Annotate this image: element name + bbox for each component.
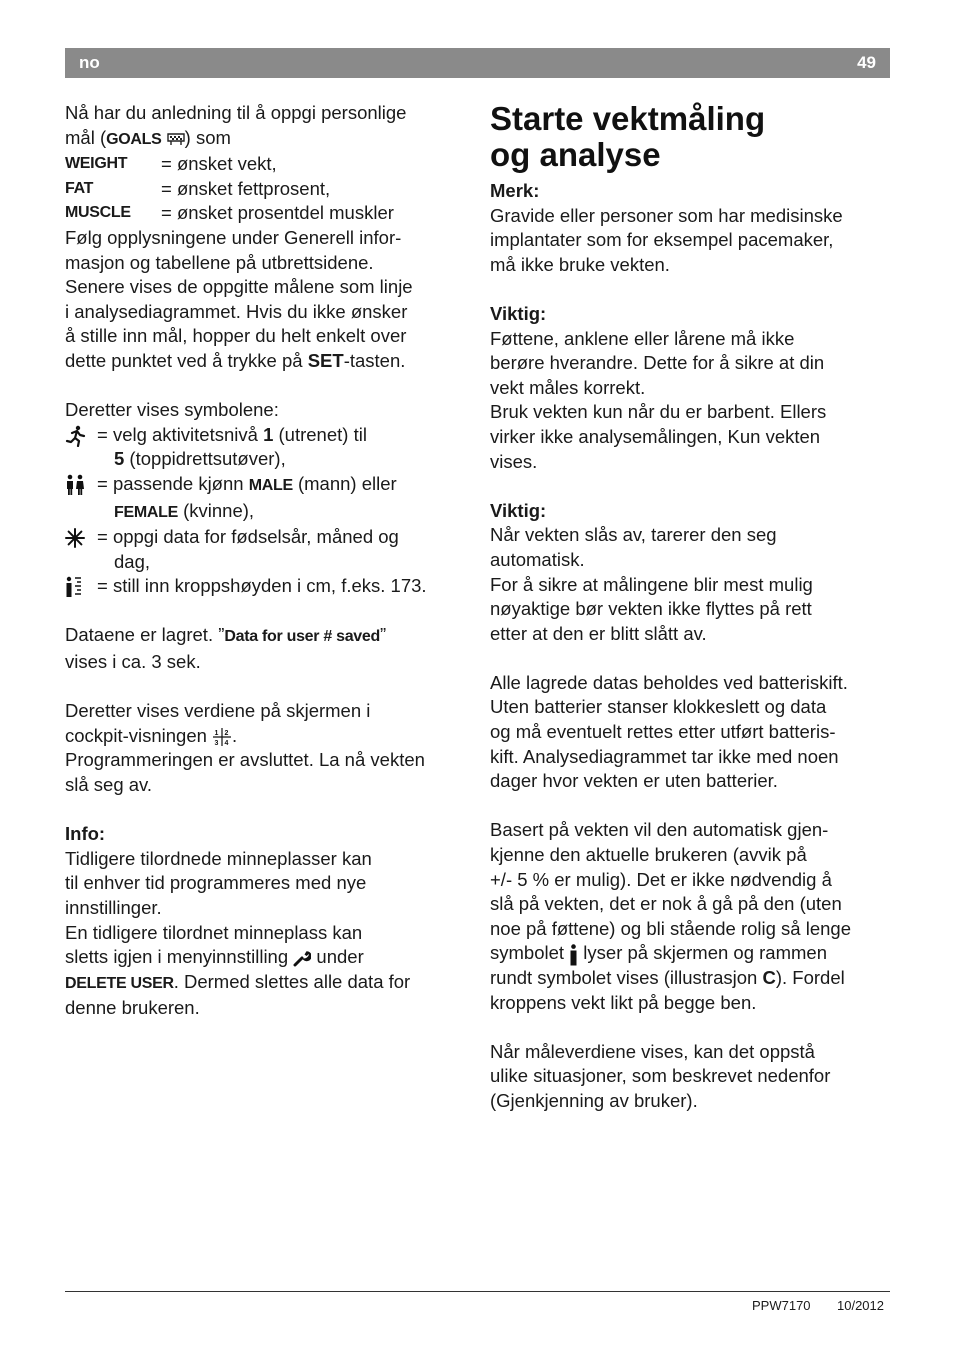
page-number: 49 [857, 53, 876, 72]
info-line: innstillinger. [65, 897, 162, 918]
goal-row-fat [65, 177, 465, 202]
info-line: Tidligere tilordnede minneplasser kan [65, 847, 372, 869]
viktig2-line: For å sikre at målingene blir mest mulig [490, 573, 813, 595]
wrench-icon [293, 949, 311, 967]
battery-line: dager hvor vekten er uten batterier. [490, 770, 778, 792]
header-bar [65, 48, 890, 78]
viktig1-line: berøre hverandre. Dette for å sikre at din [490, 352, 825, 374]
footer-date: 10/2012 [837, 1298, 884, 1313]
goal-row-weight [65, 152, 465, 177]
footer-model: PPW7170 [752, 1298, 811, 1313]
saved-duration: vises i ca. 3 sek. [65, 651, 201, 673]
symbol-row-height: = still inn kroppshøyden i cm, f.eks. 173. [65, 574, 465, 599]
merk-line: implantater som for eksempel pacemaker, [490, 229, 834, 251]
auto-line: slå på vekten, det er nok å gå på den (uten [490, 893, 842, 915]
viktig2-line: nøyaktige bør vekten ikke flyttes på rett [490, 598, 812, 620]
svg-text:4: 4 [224, 739, 229, 747]
follow-line: masjon og tabellene på utbrettsidene. [65, 251, 374, 273]
symbols-intro: Deretter vises symbolene: [65, 399, 279, 421]
intro-line-1: Nå har du anledning til å oppgi personlige [65, 102, 407, 123]
merk-line: må ikke bruke vekten. [490, 253, 670, 275]
goal-key: FAT [65, 179, 94, 197]
footer-divider [65, 1291, 890, 1292]
goals-label: GOALS [106, 130, 162, 148]
end-line: (Gjenkjenning av bruker). [490, 1089, 698, 1111]
follow-line-set: dette punktet ved å trykke på SET-tasten. [65, 349, 406, 371]
symbol-row-birthdate: = oppgi data for fødselsår, måned og dag, [65, 525, 465, 574]
battery-line: kift. Analysediagrammet tar ikke med noen [490, 745, 839, 767]
male-label: MALE [248, 476, 293, 494]
viktig1-line: Bruk vekten kun når du er barbent. Ellers [490, 401, 827, 423]
asterisk-icon [65, 528, 85, 548]
viktig1-line: virker ikke analysemålingen, Kun vekten [490, 425, 821, 447]
goal-row-muscle [65, 201, 465, 226]
svg-text:2: 2 [224, 729, 229, 737]
symbol-row-gender: = passende kjønn MALE (mann) eller FEMALE (kvinne), [65, 472, 465, 525]
goal-desc: = ønsket fettprosent, [161, 177, 331, 199]
follow-line: å stille inn mål, hopper du helt enkelt over [65, 325, 407, 347]
body-height-icon [65, 576, 83, 598]
merk-line: Gravide eller personer som har medisinske [490, 204, 843, 226]
running-person-icon [65, 425, 87, 447]
intro-line-2: mål (GOALS ) som [65, 126, 231, 148]
info-heading: Info: [65, 823, 106, 845]
svg-text:1: 1 [214, 729, 219, 737]
cockpit-line-2: cockpit-visningen 1 2 3 4 . [65, 724, 238, 747]
symbol-row-activity: = velg aktivitetsnivå 1 (utrenet) til 5 (toppidrettsutøver), [65, 423, 465, 472]
saved-line: Dataene er lagret. ”Data for user # saved” [65, 624, 387, 646]
viktig-heading-2: Viktig: [490, 499, 547, 521]
prog-line-2: slå seg av. [65, 774, 153, 796]
battery-line: Alle lagrede datas beholdes ved batteriskift. [490, 671, 848, 693]
goal-key: MUSCLE [65, 204, 131, 222]
svg-text:3: 3 [214, 739, 219, 747]
prog-line-1: Programmeringen er avsluttet. La nå vekten [65, 749, 425, 771]
flag-icon [167, 132, 185, 146]
follow-line: Følg opplysningene under Generell infor- [65, 226, 402, 248]
info-delete-line: DELETE USER. Dermed slettes alle data for [65, 970, 411, 992]
goal-key: WEIGHT [65, 155, 128, 173]
auto-line: noe på føttene) og bli stående rolig så lenge [490, 917, 851, 939]
language-code: no [79, 53, 100, 72]
delete-user-label: DELETE USER [65, 974, 174, 992]
end-line: Når måleverdiene vises, kan det oppstå [490, 1040, 815, 1062]
female-label: FEMALE [114, 503, 178, 521]
viktig1-line: Føttene, anklene eller lårene må ikke [490, 327, 795, 349]
viktig-heading-1: Viktig: [490, 302, 547, 324]
goal-desc: = ønsket prosentdel muskler [161, 202, 394, 224]
viktig2-line: Når vekten slås av, tarerer den seg [490, 524, 777, 546]
auto-last-line: kroppens vekt likt på begge ben. [490, 991, 757, 1013]
viktig2-line: etter at den er blitt slått av. [490, 622, 707, 644]
saved-message: Data for user # saved [224, 628, 380, 646]
viktig1-line: vises. [490, 450, 538, 472]
info-line: En tidligere tilordnet minneplass kan [65, 921, 363, 943]
section-title: Starte vektmåling og analyse [490, 100, 766, 173]
battery-line: Uten batterier stanser klokkeslett og data [490, 696, 827, 718]
auto-symbol-line: symbolet lyser på skjermen og rammen [490, 941, 890, 966]
follow-line: i analysediagrammet. Hvis du ikke ønsker [65, 300, 408, 322]
viktig1-line: vekt måles korrekt. [490, 376, 646, 398]
info-line: til enhver tid programmeres med nye [65, 872, 367, 894]
merk-heading: Merk: [490, 180, 540, 201]
left-column [65, 101, 465, 1021]
right-column [490, 101, 890, 1114]
end-line: ulike situasjoner, som beskrevet nedenfor [490, 1065, 831, 1087]
auto-line: kjenne den aktuelle brukeren (avvik på [490, 844, 807, 866]
set-key-label: SET [307, 349, 344, 371]
viktig2-line: automatisk. [490, 548, 585, 570]
auto-line: +/- 5 % er mulig). Det er ikke nødvendig å [490, 868, 832, 890]
auto-illus-line: rundt symbolet vises (illustrasjon C). Fordel [490, 967, 845, 988]
auto-line: Basert på vekten vil den automatisk gjen- [490, 819, 829, 841]
male-female-icon [65, 474, 85, 496]
cockpit-line-1: Deretter vises verdiene på skjermen i [65, 700, 371, 722]
info-menu-line: sletts igjen i menyinnstilling under [65, 946, 364, 968]
cockpit-view-icon [212, 727, 232, 747]
goal-desc: = ønsket vekt, [161, 153, 277, 175]
follow-line: Senere vises de oppgitte målene som linje [65, 276, 413, 298]
info-last-line: denne brukeren. [65, 997, 200, 1019]
standing-person-icon [569, 944, 578, 966]
battery-line: og må eventuelt rettes etter utført batteris- [490, 721, 836, 743]
